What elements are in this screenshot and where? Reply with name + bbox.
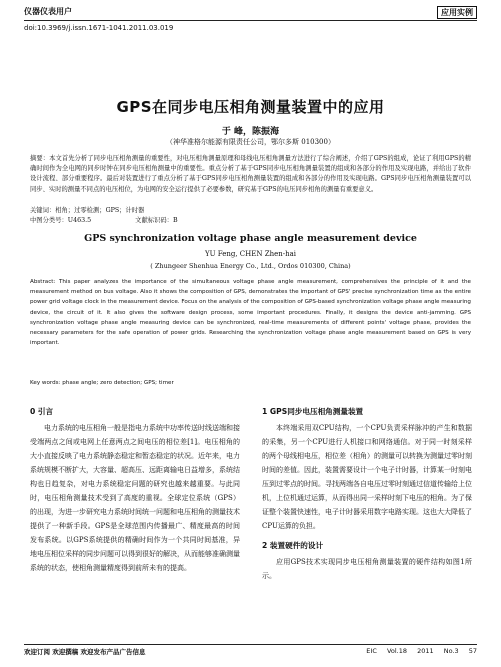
authors-cn: 于 峰，陈振海	[221, 127, 280, 137]
footer-rule	[24, 644, 477, 645]
column-tag: 应用实例	[437, 6, 477, 19]
affiliation-en: ( Zhungeer Shenhua Energy Co., Ltd., Ordos 010300, China)	[150, 262, 351, 270]
classification-line	[30, 216, 178, 226]
section-0-heading: 0 引言	[30, 407, 54, 416]
doi: doi:10.3969/j.issn.1671-1041.2011.03.019	[24, 24, 174, 32]
footer-volume: Vol.18	[386, 647, 407, 655]
section-0-text: 电力系统的电压相角一般是指电力系统中功率传送时线送端和接受端两点之间或电网上任意两点之间电压的相位差[1]。电压相角的大小直接反映了电力系统静态稳定和暂态稳定的状况。近年来，电力系统规模不断扩大，大容量、超高压、远距离输电日益增多，系统结构也日趋复杂，对电力系统稳定问题的研究也越来越重要。与此同时，电压相角测量技术受到了高度的重视。全球定位系统（GPS）的出现，为进一步研究电力系统时间统一问题和电压相角的测量技术提供了一种新手段。GPS是全球范围内传播最广、精度最高的时间发布系统。以GPS系统提供的精确时间作为一个共同时间基准，异地电压相位采样的同步问题可以得到很好的解决，从而能够准确测量系统的状态，使相角测量精度得到前所未有的提高。	[30, 424, 240, 572]
journal-name: 仪器仪表用户	[24, 7, 72, 16]
section-2-text: 应用GPS技术实现同步电压相角测量装置的硬件结构如图1所示。	[262, 558, 472, 580]
page-footer	[24, 647, 477, 659]
footer-issue-info	[358, 647, 477, 655]
abstract-cn: 摘要：本文首先分析了同步电压相角测量的重要性，对电压相角测量原理和母线电压相角测量方法进行了综合阐述，介绍了GPS的组成，论证了利用GPS的精确时间作为全电网的同步时钟在同步电压相角测量中的重要性。重点分析了基于GPS同步电压相角测量装置的组成和各部分的作用及实现电路，并给出了软件设计流程、部分重要程序。最后对装置进行了重点分析了基于GPS同步电压相角测量装置的组成和各部分的作用及实现电路。GPS同步电压相角测量装置可以同步、实时的测量不同点的电压相位，为电网的安全运行提供了必要参数，研究基于GPS的电压同步相角的测量有重要意义。	[30, 155, 471, 193]
left-column	[30, 405, 240, 575]
footer-ad: 欢迎订阅 欢迎撰稿 欢迎发布产品广告信息	[24, 648, 146, 656]
keywords-cn: 关键词：相角；过零检测；GPS；计时器	[30, 207, 145, 214]
affiliation-cn: （神华准格尔能源有限责任公司，鄂尔多斯 010300）	[166, 138, 335, 146]
title-cn: GPS在同步电压相角测量装置中的应用	[116, 98, 385, 116]
title-en: GPS synchronization voltage phase angle measurement device	[84, 233, 417, 244]
authors-en: YU Feng, CHEN Zhen-hai	[204, 250, 297, 258]
header-rule	[24, 20, 477, 21]
footer-year: 2011	[417, 647, 434, 655]
class-number-cn: 中图分类号：U463.5	[30, 217, 92, 224]
keywords-en: Key words: phase angle; zero detection; GPS; timer	[30, 380, 174, 386]
footer-journal-abbr: EIC	[366, 647, 377, 655]
footer-issue: No.3	[443, 647, 459, 655]
section-1-heading: 1 GPS同步电压相角测量装置	[262, 407, 364, 416]
right-column	[262, 405, 472, 583]
footer-page: 57	[468, 647, 477, 655]
section-2-heading: 2 装置硬件的设计	[262, 541, 324, 550]
page-header	[24, 6, 477, 20]
doc-code-cn: 文献标识码：B	[135, 217, 178, 224]
section-1-text: 本终端采用双CPU结构，一个CPU负责采样脉冲的产生和数据的采集，另一个CPU进行人机接口和网络通信。对于同一时刻采样的两个母线相电压，相位差（相角）的测量可以转换为测量过零时刻时间的差值。因此，装置需要设计一个电子计时器，计算某一时刻电压到过零点的时间。寻找两端各自电压过零时刻通过信道传输给上位机，上位机通过运算，从而得出同一采样时刻下电压的相角。为了保证整个装置快速性，电子计时器采用数字电路实现。这也大大降低了CPU运算的负担。	[262, 424, 472, 530]
abstract-en: Abstract: This paper analyzes the importance of the simultaneous voltage phase angle measurement, comprehensives the principle of it and the measurement method on bus voltage. Also it shows the composition of GPS, demonstrates the important of GPS' precise synchronization time as the entire power grid voltage clock in the measurement device. Focus on the analysis of the composition of GPS-based synchronization voltage phase angle measuring device, the circuit of it. It also gives the software design process, some important procedures. Finally, it designs the device anti-jamming. GPS synchronization voltage phase angle measuring device can be synchronized, real-time measurements of different points' voltage phase, provides the necessary parameters for the safe operation of power grids. Researching the synchronization voltage phase angle measurement based on GPS is very important.	[30, 279, 471, 347]
